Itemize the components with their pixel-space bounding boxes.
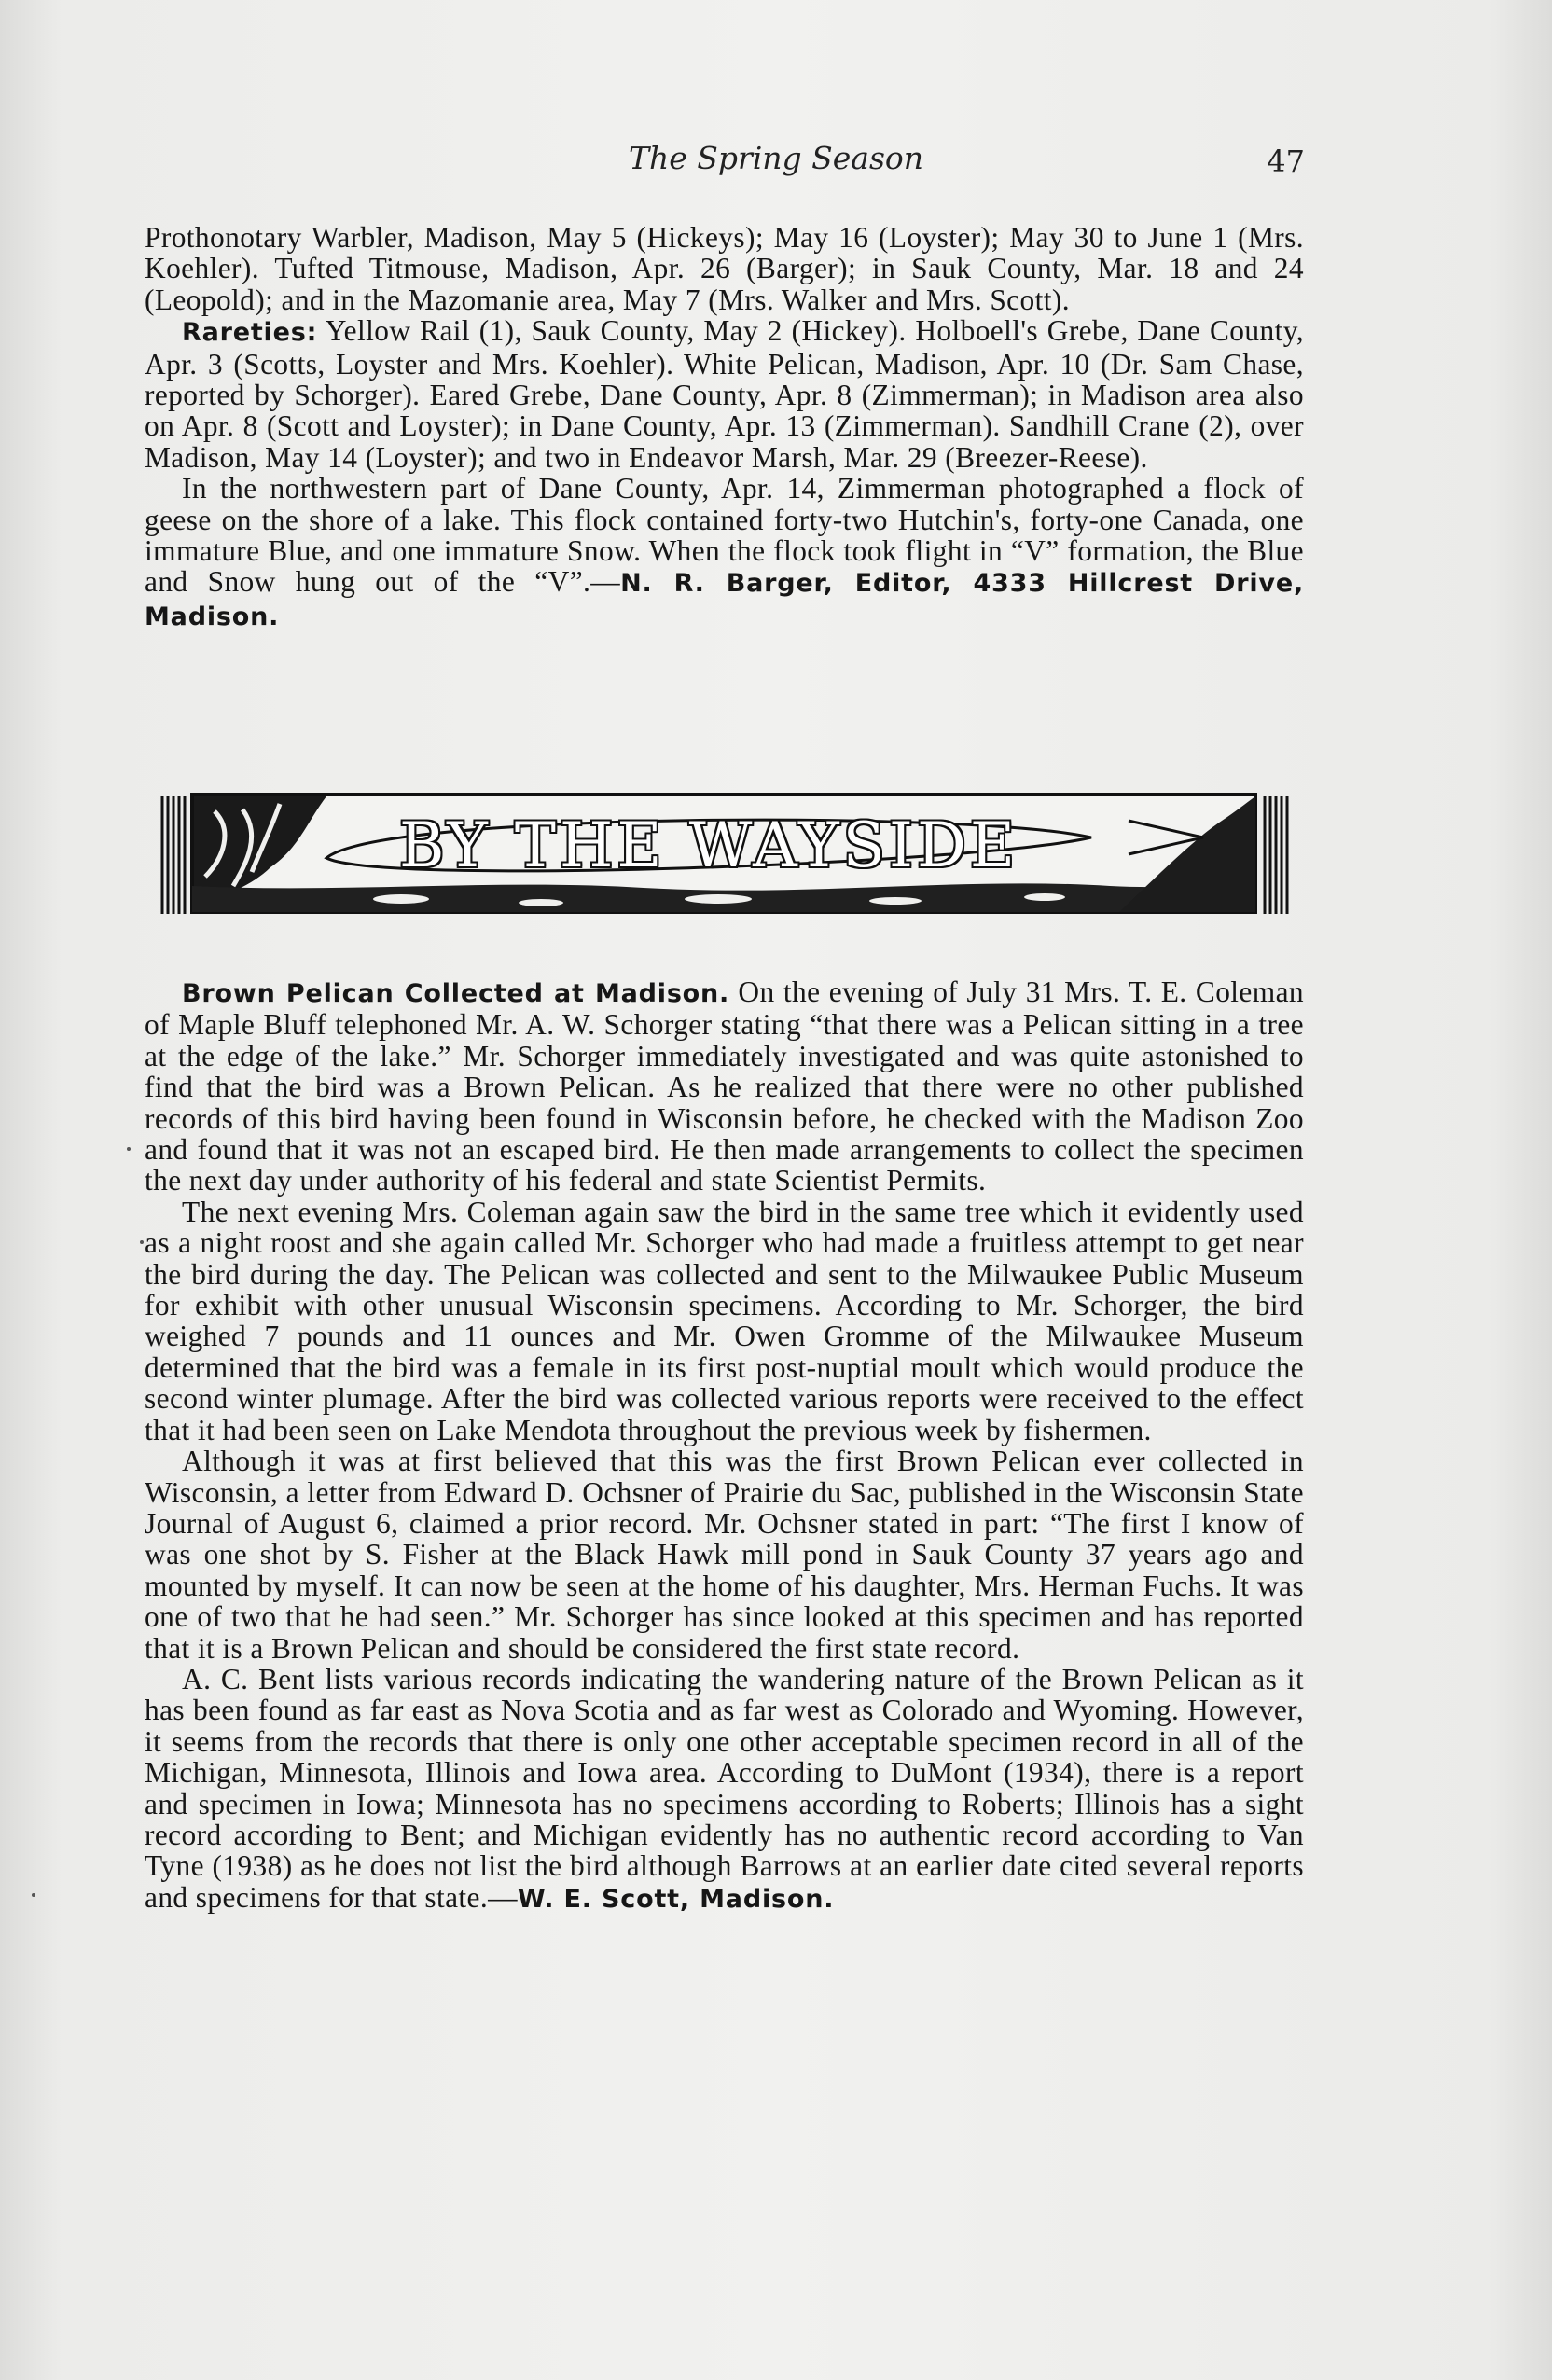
margin-mark [32,1893,35,1897]
paragraph [145,1446,1304,1664]
paragraph-text: A. C. Bent lists various records indicating the wandering nature of the Brown Pelican as it has been found as far east as Nova Scotia and as far west as Colorado and Wyoming. However, it seems from the records that there is only one other acceptable specimen record in all of the Michigan, Minnesota, Illinois and Iowa area. According to DuMont (1934), there is a report and specimen in Iowa; Minnesota has no specimens according to Roberts; Illinois has a sight record according to Bent; and Michigan evidently has no authentic record according to Van Tyne (1938) as he does not list the bird although Barrows at an earlier date cited several reports and specimens for that state.— [145,1662,1304,1914]
paragraph-text: Although it was at first believed that this was the first Brown Pelican ever collected in Wisconsin, a letter from Edward D. Ochsner of Prairie du Sac, published in the Wisconsin State Journal of August 6, claimed a prior record. Mr. Ochsner stated in part: “The first I know of was one shot by S. Fisher at the Black Hawk mill pond in Sauk County 37 years ago and mounted by myself. It can now be seen at the home of his daughter, Mrs. Herman Fuchs. It was one of two that he had seen.” Mr. Schorger has since looked at this specimen and has reported that it is a Brown Pelican and should be considered the first state record. [145,1445,1304,1665]
paragraph-text: Prothonotary Warbler, Madison, May 5 (Hickeys); May 16 (Loyster); May 30 to June 1 (Mrs. Koehler). Tufted Titmouse, Madison, Apr. 26 (Barger); in Sauk County, Mar. 18 and 24 (Leopold); and in the Mazomanie area, May 7 (Mrs. Walker and Mrs. Scott). [145,221,1304,316]
paragraph-text: On the evening of July 31 Mrs. T. E. Coleman of Maple Bluff telephoned Mr. A. W. Schorger stating “that there was a Pelican sitting in a tree at the edge of the lake.” Mr. Schorger immediately investigated and was quite astonished to find that the bird was a Brown Pelican. As he realized that there were no other published records of this bird having been found in Wisconsin before, he checked with the Madison Zoo and found that it was not an escaped bird. He then made arrangements to collect the specimen the next day under authority of his federal and state Scientist Permits. [145,976,1304,1197]
wayside-article [145,976,1304,1915]
page-number: 47 [1267,144,1305,179]
paragraph [145,473,1304,632]
paragraph-text: Yellow Rail (1), Sauk County, May 2 (Hickey). Holboell's Grebe, Dane County, Apr. 3 (Scotts, Loyster and Mrs. Koehler). White Pelican, Madison, Apr. 10 (Dr. Sam Chase, reported by Schorger). Eared Grebe, Dane County, Apr. 8 (Zimmerman); in Madison area also on Apr. 8 (Scott and Loyster); in Dane County, Apr. 13 (Zimmerman). Sandhill Crane (2), over Madison, May 14 (Loyster); and two in Endeavor Marsh, Mar. 29 (Breezer-Reese). [145,314,1304,474]
article-lead-paragraph [145,976,1304,1197]
paragraph [145,1197,1304,1446]
paragraph-text: The next evening Mrs. Coleman again saw the bird in the same tree which it evidently used as a night roost and she again called Mr. Schorger who had made a fruitless attempt to get near the bird during the day. The Pelican was collected and sent to the Milwaukee Public Museum for exhibit with other unusual Wisconsin specimens. According to Mr. Schorger, the bird weighed 7 pounds and 11 ounces and Mr. Owen Gromme of the Milwaukee Museum determined that the bird was a female in its first post-nuptial moult which would produce the second winter plumage. After the bird was collected various reports were received to the effect that it had been seen on Lake Mendota throughout the previous week by fishermen. [145,1195,1304,1446]
spring-season-section [145,222,1304,632]
paragraph [145,1664,1304,1915]
editor-signature: N. R. Barger, Editor, 4333 Hillcrest Drive, Madison. [145,569,1304,631]
rareties-paragraph [145,315,1304,473]
margin-mark [127,1147,131,1151]
running-head-title: The Spring Season [628,140,924,176]
article-heading: Brown Pelican Collected at Madison. [182,979,730,1008]
author-signature: W. E. Scott, Madison. [517,1884,835,1914]
rareties-label: Rareties: [182,318,318,348]
paragraph [145,222,1304,315]
paragraph-text: In the northwestern part of Dane County, Apr. 14, Zimmerman photographed a flock of geese on the shore of a lake. This flock contained forty-two Hutchin's, forty-one Canada, one immature Blue, and one immature Snow. When the flock took flight in “V” formation, the Blue and Snow hung out of the “V”.— [145,472,1304,599]
running-head [0,140,1552,187]
margin-mark [140,1240,144,1244]
banner-title: BY THE WAYSIDE [398,809,1019,881]
wayside-banner [159,783,1291,923]
